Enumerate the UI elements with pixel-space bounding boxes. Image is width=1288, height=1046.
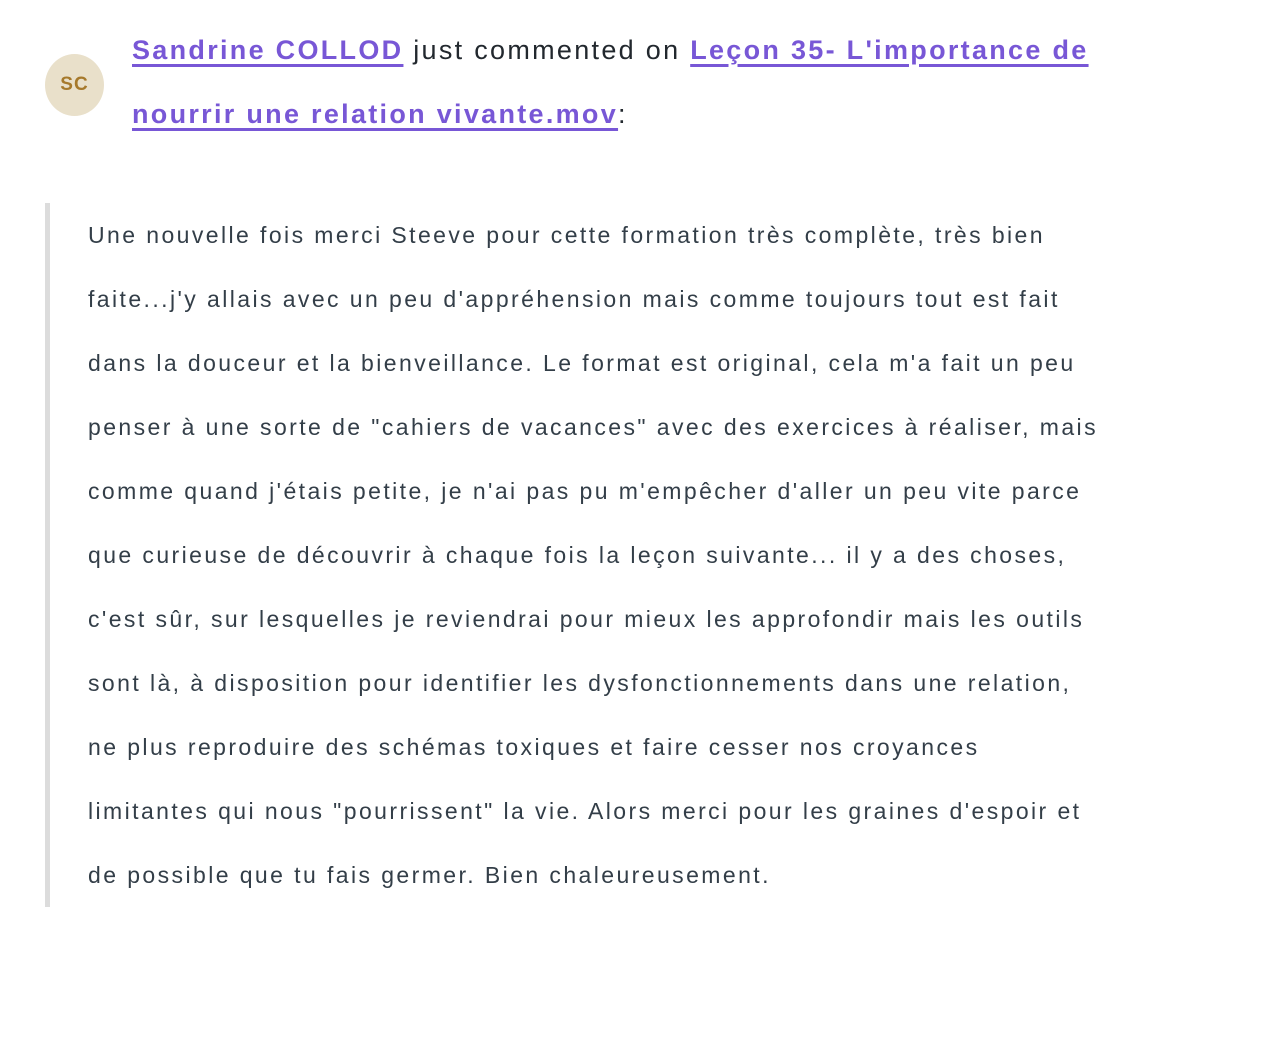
- author-link[interactable]: Sandrine COLLOD: [132, 35, 404, 65]
- header-colon: :: [618, 99, 628, 129]
- header-action-text: just commented on: [403, 35, 691, 65]
- avatar-initials: SC: [60, 74, 89, 95]
- notification-header: [0, 0, 1288, 146]
- comment-text: Une nouvelle fois merci Steeve pour cette formation très complète, très bien faite...j'y allais avec un peu d'appréhension mais comme toujours tout est fait dans la douceur et la bienveillance. Le format est original, cela m'a fait un peu penser à une sorte de "cahiers de vacances" avec des exercices à réaliser, mais comme quand j'étais petite, je n'ai pas pu m'empêcher d'aller un peu vite parce que curieuse de découvrir à chaque fois la leçon suivante... il y a des choses, c'est sûr, sur lesquelles je reviendrai pour mieux les approfondir mais les outils sont là, à disposition pour identifier les dysfonctionnements dans une relation, ne plus reproduire des schémas toxiques et faire cesser nos croyances limitantes qui nous "pourrissent" la vie. Alors merci pour les graines d'espoir et de possible que tu fais germer. Bien chaleureusement.: [88, 222, 1098, 888]
- header-text: [132, 18, 1132, 146]
- lesson-link[interactable]: Leçon 35- L'importance de nourrir une relation vivante.mov: [132, 35, 1089, 129]
- comment-quote: [45, 203, 1106, 907]
- avatar: [45, 54, 104, 116]
